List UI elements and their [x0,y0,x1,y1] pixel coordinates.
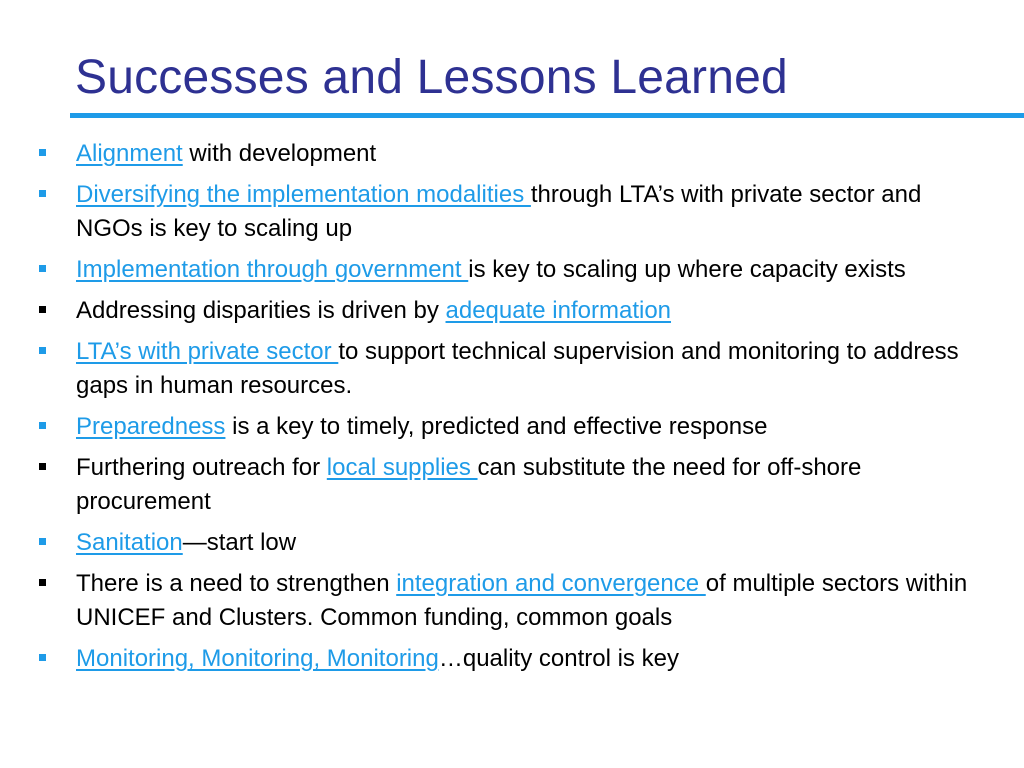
square-bullet-icon [39,654,46,661]
bullet-link[interactable]: local supplies [326,454,478,481]
bullet-item [0,335,1024,403]
bullet-text: is key to scaling up where capacity exists [468,256,906,283]
bullet-text: —start low [182,529,297,556]
bullet-text: There is a need to strengthen [76,570,397,597]
bullet-link[interactable]: adequate information [445,297,672,324]
bullet-text: is a key to timely, predicted and effective response [225,413,768,440]
square-bullet-icon [39,265,46,272]
square-bullet-icon [39,190,46,197]
bullet-link[interactable]: Preparedness [76,413,226,440]
bullet-list [0,137,1024,683]
square-bullet-icon [39,422,46,429]
bullet-item [0,451,1024,519]
bullet-item [0,642,1024,676]
bullet-item [0,526,1024,560]
bullet-text: can substitute the need for off-shore procurement [76,454,862,515]
bullet-item [0,294,1024,328]
bullet-text: through LTA’s with private sector and NGOs is key to scaling up [76,181,922,242]
bullet-link[interactable]: Sanitation [76,529,183,556]
bullet-item [0,178,1024,246]
bullet-text: with development [182,140,377,167]
bullet-link[interactable]: Diversifying the implementation modalities [76,181,531,208]
square-bullet-icon [39,579,46,586]
bullet-item [0,410,1024,444]
bullet-text: Furthering outreach for [76,454,327,481]
slide-title: Successes and Lessons Learned [75,51,788,104]
title-underline [70,113,1024,118]
bullet-link[interactable]: Monitoring, Monitoring, Monitoring [76,645,439,672]
bullet-link[interactable]: Alignment [76,140,183,167]
square-bullet-icon [39,306,46,313]
square-bullet-icon [39,538,46,545]
bullet-item [0,137,1024,171]
bullet-text: of multiple sectors within UNICEF and Clusters. Common funding, common goals [76,570,968,631]
square-bullet-icon [39,463,46,470]
bullet-link[interactable]: Implementation through government [76,256,469,283]
bullet-text: …quality control is key [438,645,679,672]
bullet-link[interactable]: LTA’s with private sector [76,338,339,365]
bullet-link[interactable]: integration and convergence [396,570,706,597]
square-bullet-icon [39,149,46,156]
bullet-item [0,567,1024,635]
bullet-text: Addressing disparities is driven by [76,297,446,324]
bullet-text: to support technical supervision and monitoring to address gaps in human resources. [76,338,959,399]
square-bullet-icon [39,347,46,354]
bullet-item [0,253,1024,287]
